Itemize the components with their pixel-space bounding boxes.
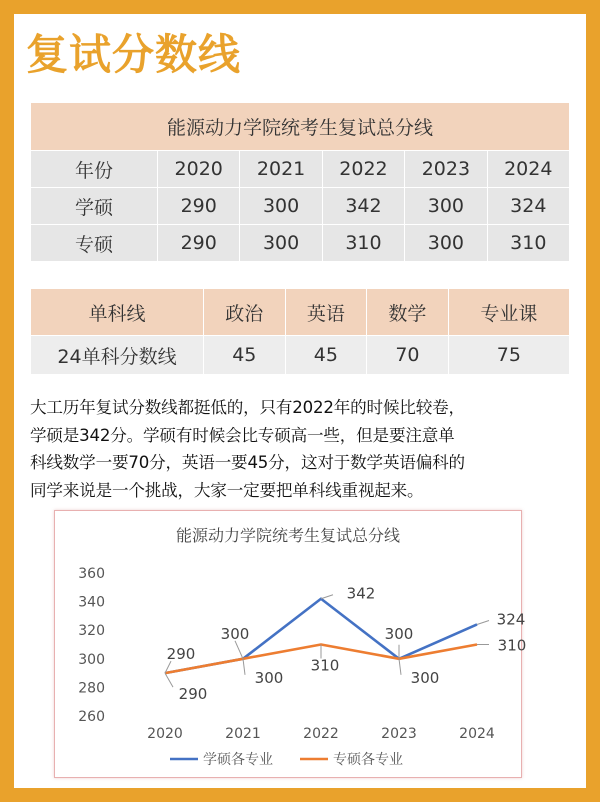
- table-cell: 2020: [158, 151, 240, 188]
- legend-label-academic: 学硕各专业: [203, 752, 273, 768]
- table-cell: 单科线: [31, 289, 204, 336]
- table-cell: 300: [405, 188, 487, 225]
- table-cell: 数学: [367, 289, 449, 336]
- y-tick-label: 340: [78, 594, 105, 611]
- label-leader-line: [165, 673, 173, 687]
- y-tick-label: 260: [78, 709, 105, 725]
- paragraph-line: 同学来说是一个挑战，大家一定要把单科线重视起来。: [30, 480, 424, 500]
- table-row: [31, 336, 570, 375]
- x-tick-label: 2020: [147, 726, 183, 742]
- table-cell: 专业课: [448, 289, 569, 336]
- table-cell: 310: [487, 225, 569, 262]
- paragraph-line: 学硕是342分。学硕有时候会比专硕高一些，但是要注意单: [30, 425, 455, 445]
- table-cell: 342: [322, 188, 404, 225]
- content-card: [14, 14, 586, 788]
- data-labels: [165, 585, 526, 703]
- line-chart: [54, 510, 527, 778]
- table-cell: 300: [240, 188, 322, 225]
- data-label: 300: [384, 624, 414, 643]
- data-label: 324: [496, 610, 526, 629]
- table-row: [31, 289, 570, 336]
- table-cell: 70: [367, 336, 449, 375]
- table-cell: 2024: [487, 151, 569, 188]
- y-axis: [78, 566, 105, 725]
- data-label: 300: [254, 668, 284, 687]
- table-cell: 2023: [405, 151, 487, 188]
- total-score-table-header: 能源动力学院统考生复试总分线: [31, 103, 570, 151]
- table-cell: 290: [158, 188, 240, 225]
- label-leader-line: [235, 641, 243, 659]
- data-label: 290: [178, 685, 208, 704]
- table-cell: 专硕: [31, 225, 158, 262]
- table-cell: 英语: [285, 289, 367, 336]
- x-tick-label: 2023: [381, 726, 417, 742]
- table-row: [31, 225, 570, 262]
- total-score-table: [30, 102, 570, 262]
- table-cell: 学硕: [31, 188, 158, 225]
- table-cell: 政治: [204, 289, 286, 336]
- label-leader-line: [321, 595, 333, 599]
- single-subject-table: [30, 288, 570, 375]
- table-cell: 45: [285, 336, 367, 375]
- table-cell: 2022: [322, 151, 404, 188]
- x-axis: [147, 726, 495, 742]
- data-label: 300: [220, 624, 250, 643]
- table-cell: 45: [204, 336, 286, 375]
- label-leader-line: [243, 659, 245, 675]
- table-cell: 310: [322, 225, 404, 262]
- label-leader-line: [399, 659, 401, 675]
- table-row: [31, 188, 570, 225]
- y-tick-label: 320: [78, 623, 105, 640]
- table-cell: 300: [405, 225, 487, 262]
- table-cell: 年份: [31, 151, 158, 188]
- table-row: [31, 151, 570, 188]
- table-cell: 290: [158, 225, 240, 262]
- data-label: 342: [346, 584, 376, 603]
- description-paragraph: [30, 394, 578, 504]
- table-cell: 75: [448, 336, 569, 375]
- chart-title: 能源动力学院统考生复试总分线: [175, 526, 401, 545]
- data-label: 290: [166, 645, 196, 664]
- table-cell: 24单科分数线: [31, 336, 204, 375]
- data-label: 310: [310, 656, 340, 675]
- table-cell: 2021: [240, 151, 322, 188]
- x-tick-label: 2024: [459, 726, 495, 742]
- table-cell: 324: [487, 188, 569, 225]
- y-tick-label: 300: [78, 651, 105, 668]
- data-label: 300: [410, 668, 440, 687]
- x-tick-label: 2022: [303, 726, 339, 742]
- label-leader-line: [477, 620, 489, 624]
- paragraph-line: 科线数学一要70分，英语一要45分，这对于数学英语偏科的: [30, 453, 465, 472]
- line-chart-svg: [55, 511, 527, 777]
- page-title: 复试分数线: [26, 30, 242, 79]
- data-label: 310: [497, 636, 527, 655]
- legend-label-professional: 专硕各专业: [333, 752, 403, 768]
- table-cell: 300: [240, 225, 322, 262]
- paragraph-line: 大工历年复试分数线都挺低的，只有2022年的时候比较卷，: [30, 398, 465, 417]
- y-tick-label: 280: [78, 680, 105, 697]
- legend: [170, 752, 403, 768]
- y-tick-label: 360: [78, 566, 105, 582]
- x-tick-label: 2021: [225, 726, 261, 742]
